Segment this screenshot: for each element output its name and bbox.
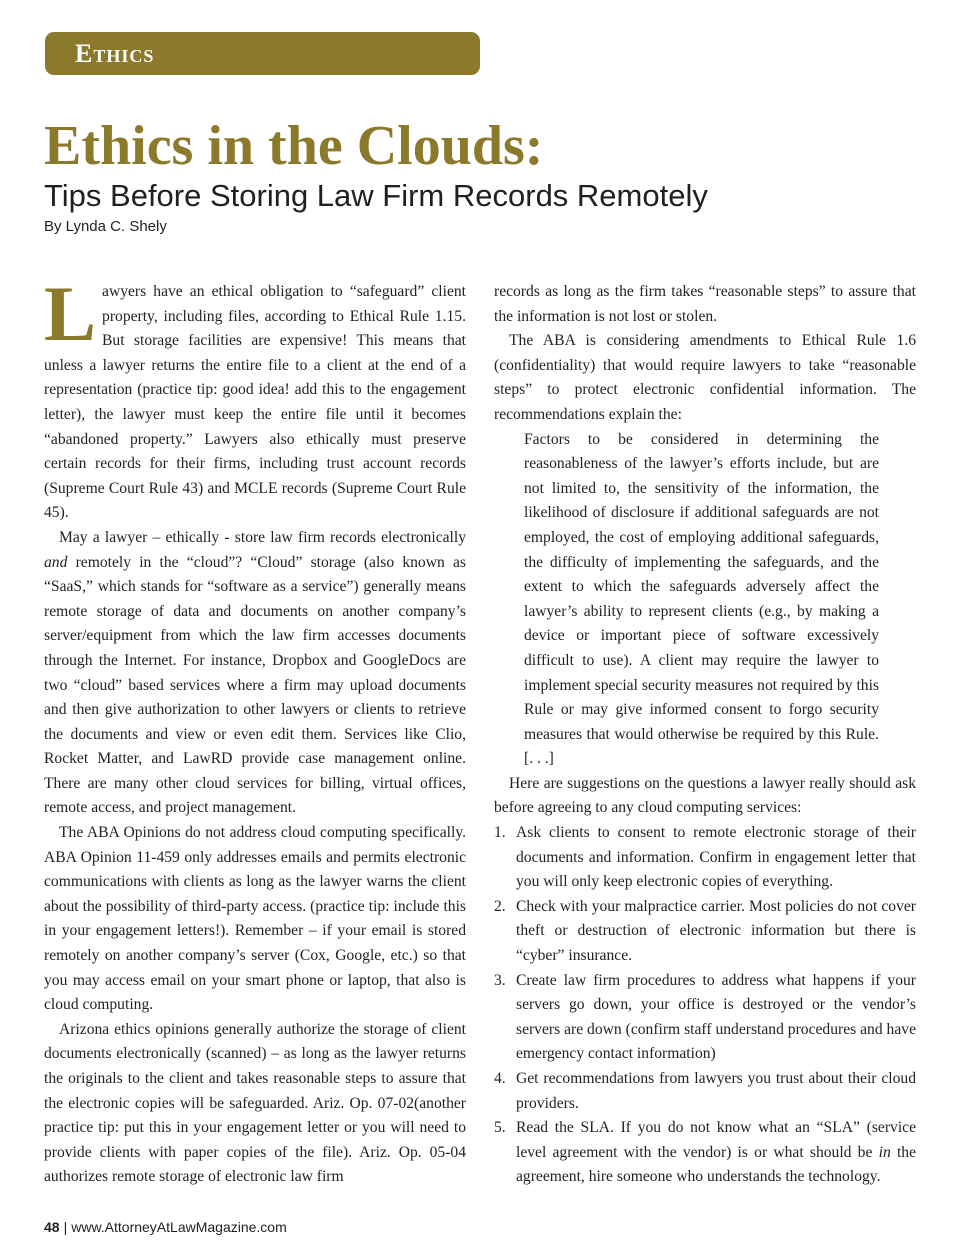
list-number: 5.	[494, 1119, 506, 1137]
section-tab	[45, 32, 480, 75]
list-text: Check with your malpractice carrier. Most policies do not cover theft or destruction of electronic information but there is “cyber” insurance.	[516, 897, 916, 965]
byline: By Lynda C. Shely	[44, 218, 167, 235]
footer-separator: |	[63, 1219, 68, 1235]
page-number: 48	[44, 1219, 60, 1235]
list-text: Read the SLA. If you do not know what an “SLA” (service level agreement with the vendor) is or what should be	[516, 1119, 916, 1161]
p2-emphasis: and	[44, 553, 68, 571]
intro-paragraph	[44, 270, 466, 526]
list-number: 2.	[494, 897, 506, 915]
footer-website: www.AttorneyAtLawMagazine.com	[71, 1219, 287, 1235]
paragraph-6: Here are suggestions on the questions a lawyer really should ask before agreeing to any cloud computing services:	[494, 774, 916, 817]
list-text: Create law firm procedures to address what happens if your servers go down, your office is destroyed or the vendor’s servers are down (confirm staff understand procedures and have emergency contact information)	[516, 971, 916, 1063]
intro-text: awyers have an ethical obligation to “safeguard” client property, including files, according to Ethical Rule 1.15. But storage facilities are expensive! This means that unless a lawyer returns the entire file to a client at the end of a representation (practice tip: good idea! add this to the engagement letter), the lawyer must keep the entire file until it becomes “abandoned property.” Lawyers also ethically must preserve certain records for their firms, including trust account records (Supreme Court Rule 43) and MCLE records (Supreme Court Rule 45).	[44, 283, 466, 522]
article-subtitle: Tips Before Storing Law Firm Records Remotely	[44, 178, 708, 213]
list-text: Get recommendations from lawyers you trust about their cloud providers.	[516, 1070, 916, 1112]
list-item	[494, 969, 916, 1067]
column-right	[494, 280, 916, 1190]
list-item	[494, 1116, 916, 1190]
column-left	[44, 270, 466, 1190]
page-footer	[44, 1219, 287, 1235]
p2-before: May a lawyer – ethically - store law firm records electronically	[59, 528, 466, 546]
tips-list	[494, 821, 916, 1190]
drop-cap: L	[44, 270, 97, 357]
paragraph-4: Arizona ethics opinions generally authorize the storage of client documents electronically (scanned) – as long as the lawyer returns the originals to the client and takes reasonable steps to assure that the electronic copies will be safeguarded. Ariz. Op. 07-02(another practice tip: put this in your engagement letter or you will need to provide clients with paper copies of the file). Ariz. Op. 05-04 authorizes remote storage of electronic law firm	[44, 1020, 466, 1186]
article-title: Ethics in the Clouds:	[44, 115, 544, 177]
paragraph-3: The ABA Opinions do not address cloud computing specifically. ABA Opinion 11-459 only addresses emails and permits electronic communications with clients as long as the lawyer warns the client about the possibility of third-party access. (practice tip: include this in your engagement letters!). Remember – if your email is stored remotely on another company’s server (Cox, Google, etc.) so that you may access email on your smart phone or laptop, that also is cloud computing.	[44, 824, 466, 1014]
block-quote: Factors to be considered in determining the reasonableness of the lawyer’s efforts include, but are not limited to, the sensitivity of the information, the likelihood of disclosure if additional safeguards are not employed, the cost of employing additional safeguards, the difficulty of implementing the safeguards, and the extent to which the safeguards adversely affect the lawyer’s ability to represent clients (e.g., by making a device or important piece of software excessively difficult to use). A client may require the lawyer to implement special security measures not required by this Rule or may give informed consent to forgo security measures that would otherwise be required by this Rule. [. . .]	[524, 430, 879, 768]
paragraph-5: The ABA is considering amendments to Ethical Rule 1.6 (confidentiality) that would require lawyers to take “reasonable steps” to protect electronic confidential information. The recommendations explain the:	[494, 332, 916, 423]
paragraph-4-continued: records as long as the firm takes “reasonable steps” to assure that the information is not lost or stolen.	[494, 283, 916, 325]
list-text-end: the agreement, hire someone who understands the technology.	[516, 1143, 917, 1186]
section-label: Ethics	[75, 39, 155, 68]
paragraph-2	[44, 526, 466, 821]
list-number: 1.	[494, 824, 506, 842]
list-number: 4.	[494, 1070, 506, 1087]
list-item	[494, 821, 916, 895]
list-number: 3.	[494, 971, 506, 989]
list-text: Ask clients to consent to remote electronic storage of their documents and information. Confirm in engagement letter that you will only keep electronic copies of everything.	[516, 824, 916, 891]
list-item	[494, 1067, 916, 1116]
list-item	[494, 895, 916, 969]
p2-after: remotely in the “cloud”? “Cloud” storage (also known as “SaaS,” which stands for “software as a service”) generally means remote storage of data and documents on another company’s server/equipment from which the law firm accesses documents through the Internet. For instance, Dropbox and GoogleDocs are two “cloud” based services where a firm may upload documents and then give authorization to other lawyers or clients to retrieve the documents and view or even edit them. Services like Clio, Rocket Matter, and LawRD provide case management online. There are many other cloud services for billing, virtual offices, remote access, and project management.	[44, 553, 466, 817]
list-emphasis: in	[878, 1143, 891, 1161]
